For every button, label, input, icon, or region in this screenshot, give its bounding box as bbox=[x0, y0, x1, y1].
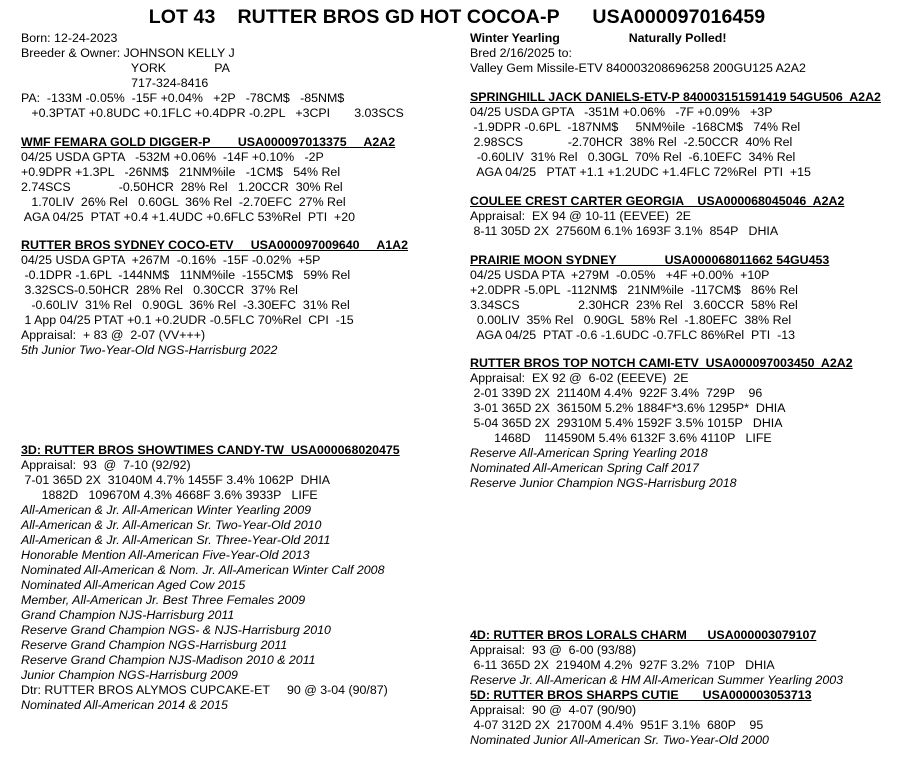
text-line: Reserve Grand Champion NJS-Madison 2010 & 2011 bbox=[21, 653, 316, 667]
text-line: -1.9DPR -0.6PL -187NM$ 5NM%ile -168CM$ 74% Rel bbox=[470, 120, 801, 134]
text-line: 1 App 04/25 PTAT +0.1 +0.2UDR -0.5FLC 70%Rel CPI -15 bbox=[21, 313, 354, 327]
text-line: PA: -133M -0.05% -15F +0.04% +2P -78CM$ -85NM$ bbox=[21, 91, 345, 105]
text-line: Nominated All-American & Nom. Jr. All-American Winter Calf 2008 bbox=[21, 563, 385, 577]
lot-title: LOT 43 RUTTER BROS GD HOT COCOA-P USA000097016459 bbox=[148, 6, 766, 28]
text-line: 7-01 365D 2X 31040M 4.7% 1455F 3.4% 1062P DHIA bbox=[21, 473, 331, 487]
text-line: 6-11 365D 2X 21940M 4.2% 927F 3.2% 710P DHIA bbox=[470, 658, 775, 672]
text-line: 5th Junior Two-Year-Old NGS-Harrisburg 2022 bbox=[21, 343, 278, 357]
text-line: Honorable Mention All-American Five-Year-Old 2013 bbox=[21, 548, 310, 562]
text-line: 04/25 USDA PTA +279M -0.05% +4F +0.00% +10P bbox=[470, 268, 770, 282]
text-line: AGA 04/25 PTAT +1.1 +1.2UDC +1.4FLC 72%Rel PTI +15 bbox=[470, 165, 811, 179]
section-heading: SPRINGHILL JACK DANIELS-ETV-P 840003151591419 54GU506 A2A2 bbox=[470, 90, 881, 104]
text-line: 8-11 305D 2X 27560M 6.1% 1693F 3.1% 854P DHIA bbox=[470, 224, 779, 238]
text-line: 2.98SCS -2.70HCR 38% Rel -2.50CCR 40% Rel bbox=[470, 135, 793, 149]
text-line: 2.74SCS -0.50HCR 28% Rel 1.20CCR 30% Rel bbox=[21, 180, 343, 194]
text-line: 717-324-8416 bbox=[21, 76, 209, 90]
text-line: +0.9DPR +1.3PL -26NM$ 21NM%ile -1CM$ 54% Rel bbox=[21, 165, 341, 179]
text-line: Nominated All-American Spring Calf 2017 bbox=[470, 461, 699, 475]
section-heading: 3D: RUTTER BROS SHOWTIMES CANDY-TW USA000068020475 bbox=[21, 443, 400, 457]
text-line: Nominated All-American 2014 & 2015 bbox=[21, 698, 228, 712]
text-line: Nominated Junior All-American Sr. Two-Year-Old 2000 bbox=[470, 733, 769, 747]
text-line: 1882D 109670M 4.3% 4668F 3.6% 3933P LIFE bbox=[21, 488, 318, 502]
text-line: Breeder & Owner: JOHNSON KELLY J bbox=[21, 46, 235, 60]
text-line: Appraisal: 93 @ 6-00 (93/88) bbox=[470, 643, 637, 657]
text-line: 3-01 365D 2X 36150M 5.2% 1884F*3.6% 1295P* DHIA bbox=[470, 401, 786, 415]
text-line: YORK PA bbox=[21, 61, 230, 75]
text-line: Appraisal: EX 94 @ 10-11 (EEVEE) 2E bbox=[470, 209, 692, 223]
text-line: 0.00LIV 35% Rel 0.90GL 58% Rel -1.80EFC 38% Rel bbox=[470, 313, 792, 327]
section-heading: 5D: RUTTER BROS SHARPS CUTIE USA000003053713 bbox=[470, 688, 812, 702]
text-line: 04/25 USDA GPTA -351M +0.06% -7F +0.09% +3P bbox=[470, 105, 773, 119]
text-line: Dtr: RUTTER BROS ALYMOS CUPCAKE-ET 90 @ 3-04 (90/87) bbox=[21, 683, 388, 697]
text-line: Junior Champion NGS-Harrisburg 2009 bbox=[21, 668, 238, 682]
text-line: Member, All-American Jr. Best Three Females 2009 bbox=[21, 593, 306, 607]
text-line: Bred 2/16/2025 to: bbox=[470, 46, 572, 60]
text-line: Appraisal: 90 @ 4-07 (90/90) bbox=[470, 703, 637, 717]
text-line: Reserve Jr. All-American & HM All-American Summer Yearling 2003 bbox=[470, 673, 843, 687]
text-line: 04/25 USDA GPTA +267M -0.16% -15F -0.02% +5P bbox=[21, 253, 321, 267]
section-heading: WMF FEMARA GOLD DIGGER-P USA000097013375 A2A2 bbox=[21, 135, 396, 149]
text-line: Reserve All-American Spring Yearling 2018 bbox=[470, 446, 708, 460]
text-line: Nominated All-American Aged Cow 2015 bbox=[21, 578, 246, 592]
text-line: Born: 12-24-2023 bbox=[21, 31, 118, 45]
text-line: All-American & Jr. All-American Winter Yearling 2009 bbox=[21, 503, 312, 517]
text-line: -0.1DPR -1.6PL -144NM$ 11NM%ile -155CM$ 59% Rel bbox=[21, 268, 351, 282]
text-line: +2.0DPR -5.0PL -112NM$ 21NM%ile -117CM$ 86% Rel bbox=[470, 283, 798, 297]
text-line: 3.32SCS-0.50HCR 28% Rel 0.30CCR 37% Rel bbox=[21, 283, 298, 297]
text-line: Valley Gem Missile-ETV 840003208696258 200GU125 A2A2 bbox=[470, 61, 806, 75]
text-line: All-American & Jr. All-American Sr. Two-Year-Old 2010 bbox=[21, 518, 322, 532]
text-line: -0.60LIV 31% Rel 0.30GL 70% Rel -6.10EFC 34% Rel bbox=[470, 150, 796, 164]
text-line: 2-01 339D 2X 21140M 4.4% 922F 3.4% 729P 96 bbox=[470, 386, 763, 400]
text-line: +0.3PTAT +0.8UDC +0.1FLC +0.4DPR -0.2PL +3CPI 3.03SCS bbox=[21, 106, 404, 120]
text-line: 3.34SCS 2.30HCR 23% Rel 3.60CCR 58% Rel bbox=[470, 298, 798, 312]
text-line: Reserve Grand Champion NGS- & NJS-Harrisburg 2010 bbox=[21, 623, 331, 637]
section-heading: PRAIRIE MOON SYDNEY USA000068011662 54GU453 bbox=[470, 253, 830, 267]
text-line: -0.60LIV 31% Rel 0.90GL 36% Rel -3.30EFC 31% Rel bbox=[21, 298, 350, 312]
text-line: Reserve Grand Champion NGS-Harrisburg 2011 bbox=[21, 638, 288, 652]
section-heading: COULEE CREST CARTER GEORGIA USA000068045046 A2A2 bbox=[470, 194, 845, 208]
text-line: AGA 04/25 PTAT +0.4 +1.4UDC +0.6FLC 53%Rel PTI +20 bbox=[21, 210, 356, 224]
text-line: All-American & Jr. All-American Sr. Three-Year-Old 2011 bbox=[21, 533, 331, 547]
text-line: Reserve Junior Champion NGS-Harrisburg 2018 bbox=[470, 476, 737, 490]
text-line: Winter Yearling Naturally Polled! bbox=[470, 31, 727, 45]
text-line: 5-04 365D 2X 29310M 5.4% 1592F 3.5% 1015P DHIA bbox=[470, 416, 783, 430]
section-heading: RUTTER BROS TOP NOTCH CAMI-ETV USA000097003450 A2A2 bbox=[470, 356, 853, 370]
text-line: AGA 04/25 PTAT -0.6 -1.6UDC -0.7FLC 86%Rel PTI -13 bbox=[470, 328, 796, 342]
text-line: 1468D 114590M 5.4% 6132F 3.6% 4110P LIFE bbox=[470, 431, 772, 445]
text-line: Appraisal: + 83 @ 2-07 (VV+++) bbox=[21, 328, 206, 342]
text-line: 04/25 USDA GPTA -532M +0.06% -14F +0.10% -2P bbox=[21, 150, 324, 164]
text-line: Appraisal: EX 92 @ 6-02 (EEEVE) 2E bbox=[470, 371, 689, 385]
text-line: Appraisal: 93 @ 7-10 (92/92) bbox=[21, 458, 191, 472]
section-heading: RUTTER BROS SYDNEY COCO-ETV USA000097009640 A1A2 bbox=[21, 238, 408, 252]
text-line: Grand Champion NJS-Harrisburg 2011 bbox=[21, 608, 235, 622]
text-line: 1.70LIV 26% Rel 0.60GL 36% Rel -2.70EFC 27% Rel bbox=[21, 195, 346, 209]
section-heading: 4D: RUTTER BROS LORALS CHARM USA000003079107 bbox=[470, 628, 817, 642]
text-line: 4-07 312D 2X 21700M 4.4% 951F 3.1% 680P 95 bbox=[470, 718, 764, 732]
